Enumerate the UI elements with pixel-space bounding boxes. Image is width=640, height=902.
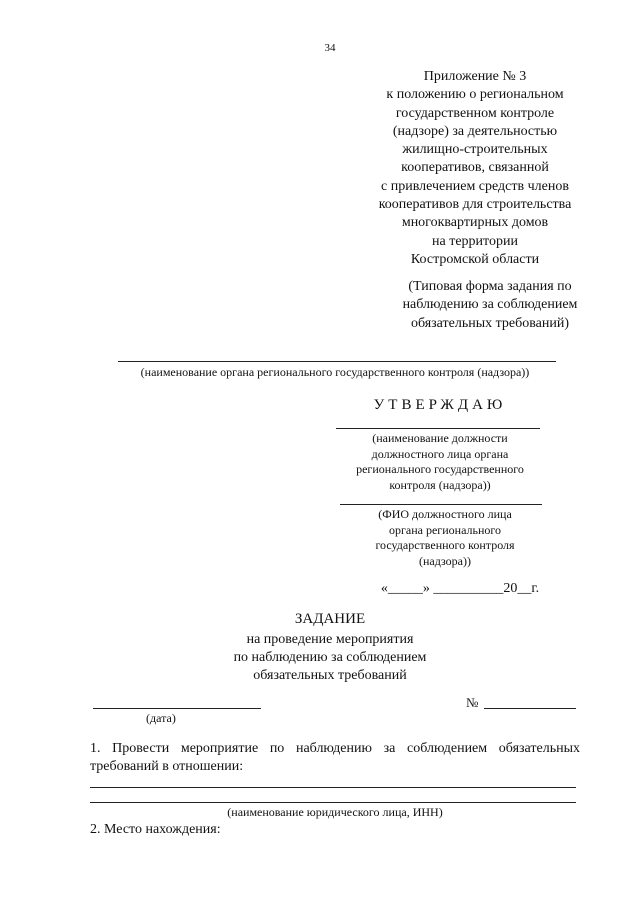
appendix-line: жилищно-строительных — [402, 142, 548, 158]
appendix-line: с привлечением средств членов — [381, 178, 569, 194]
org-name-line — [118, 361, 556, 362]
appendix-line: государственном контроле — [395, 105, 555, 121]
date-line — [93, 708, 261, 709]
position-line — [336, 428, 540, 429]
item-2-text: 2. Место нахождения: — [90, 822, 221, 837]
appendix-line: кооперативов для строительства — [378, 197, 572, 213]
appendix-line: (надзоре) за деятельностью — [392, 123, 558, 139]
position-caption-line: (наименование должности — [372, 431, 508, 445]
appendix-line: кооперативов, связанной — [401, 160, 549, 176]
appendix-line: на территории — [432, 233, 518, 249]
date-caption: (дата) — [146, 711, 176, 725]
typical-form-line: (Типовая форма задания по — [408, 279, 572, 294]
task-number-label: № — [466, 695, 479, 710]
legal-entity-line-1 — [90, 787, 576, 788]
task-title: ЗАДАНИЕ — [294, 611, 366, 627]
position-caption — [345, 431, 535, 493]
fio-line — [340, 504, 542, 505]
appendix-line: многоквартирных домов — [401, 215, 549, 231]
fio-caption-line: (надзора)) — [419, 553, 471, 568]
fio-caption-line: (ФИО должностного лица — [378, 507, 512, 521]
typical-form-line: наблюдению за соблюдением — [402, 297, 578, 313]
appendix-line: Приложение № 3 — [423, 69, 527, 84]
fio-caption — [355, 507, 535, 569]
approve-heading: УТВЕРЖДАЮ — [373, 397, 507, 413]
org-name-caption: (наименование органа регионального государственного контроля (надзора)) — [140, 365, 530, 379]
page-number: 34 — [324, 42, 336, 54]
position-caption-line: регионального государственного — [356, 462, 524, 476]
appendix-reference — [355, 68, 595, 269]
typical-form-note — [380, 278, 600, 333]
fio-caption-line: государственного контроля — [375, 538, 515, 552]
appendix-line: к положению о региональном — [386, 87, 564, 103]
legal-entity-line-2 — [90, 802, 576, 803]
position-caption-line: контроля (надзора)) — [389, 477, 491, 492]
task-number-line — [484, 708, 576, 709]
task-subtitle — [200, 631, 460, 685]
approval-date-field: «_____» __________20__г. — [380, 581, 540, 596]
position-caption-line: должностного лица органа — [371, 446, 509, 461]
typical-form-line: обязательных требований) — [410, 315, 570, 331]
task-subtitle-line: по наблюдению за соблюдением — [233, 650, 427, 665]
fio-caption-line: органа регионального — [388, 522, 502, 537]
task-subtitle-line: на проведение мероприятия — [246, 632, 414, 647]
item-1-text: 1. Провести мероприятие по наблюдению за соблюдением обязательных требований в отношении: — [90, 741, 580, 774]
appendix-line: Костромской области — [410, 251, 540, 267]
legal-entity-caption: (наименование юридического лица, ИНН) — [227, 805, 443, 819]
task-subtitle-line: обязательных требований — [253, 668, 407, 683]
